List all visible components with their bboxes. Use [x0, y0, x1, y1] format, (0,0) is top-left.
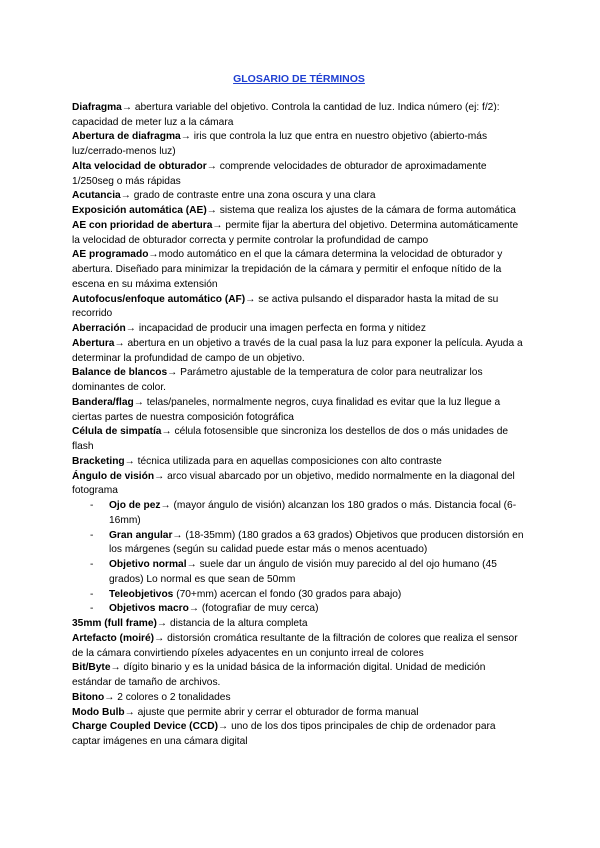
entry-term: Autofocus/enfoque automático (AF): [72, 293, 246, 305]
entry-term: Diafragma: [72, 101, 122, 113]
glossary-entry: [72, 293, 526, 323]
entry-term: Bitono: [72, 691, 105, 703]
glossary-entry: [72, 396, 526, 426]
entry-term: Célula de simpatía: [72, 426, 162, 438]
glossary-entry: [72, 204, 526, 219]
glossary-entry: [72, 661, 526, 691]
glossary-entry: [72, 720, 526, 750]
glossary-entry: [72, 632, 526, 662]
entry-term: Teleobjetivos: [109, 588, 174, 600]
glossary-page: [72, 72, 526, 750]
entry-term: Ojo de pez: [109, 500, 161, 511]
glossary-entry: [72, 706, 526, 721]
entry-definition: → uno de los dos tipos principales de chip de ordenador para captar imágenes en una cámara digital: [72, 721, 496, 747]
glossary-entry: [72, 160, 526, 190]
entry-definition: → suele dar un ángulo de visión muy parecido al del ojo humano (45 grados) Lo normal es que sean de 50mm: [109, 559, 497, 585]
glossary-entry: [72, 691, 526, 706]
entry-term: Gran angular: [109, 529, 173, 541]
entry-definition: → abertura en un objetivo a través de la cual pasa la luz para exponer la película. Ayuda a determinar la profundidad de campo de un objetivo.: [72, 337, 523, 364]
list-item: [72, 588, 526, 603]
dash-bullet: -: [90, 588, 94, 600]
entry-definition: → distorsión cromática resultante de la filtración de colores que realiza el sensor de la cámara convirtiendo píxeles adyacentes en un conjunto irreal de colores: [72, 632, 518, 659]
entry-definition: → sistema que realiza los ajustes de la cámara de forma automática: [206, 205, 516, 216]
entry-term: Bracketing: [72, 455, 125, 467]
glossary-entry: [72, 455, 526, 470]
dash-bullet: -: [90, 559, 94, 570]
entry-definition: → permite fijar la abertura del objetivo. Determina automáticamente la velocidad de obturador correcta y permite controlar la profundidad de campo: [72, 219, 519, 246]
entry-definition: → iris que controla la luz que entra en nuestro objetivo (abierto-más luz/cerrado-menos luz): [72, 131, 488, 157]
entry-term: Modo Bulb: [72, 706, 125, 718]
entry-term: Abertura: [72, 337, 115, 349]
entry-term: Aberración: [72, 323, 126, 334]
entry-definition: →modo automático en el que la cámara determina la velocidad de obturador y abertura. Diseñado para minimizar la trepidación de la cámara y permitir el enfoque nítido de la escena en su máxima extensión: [72, 249, 503, 290]
entry-definition: → distancia de la altura completa: [156, 618, 308, 629]
dash-bullet: -: [90, 500, 94, 511]
page-title: GLOSARIO DE TÉRMINOS: [233, 73, 365, 85]
glossary-list-1: [72, 101, 526, 499]
entry-term: Alta velocidad de obturador: [72, 160, 207, 172]
list-item: [72, 529, 526, 559]
entry-term: Bit/Byte: [72, 662, 111, 674]
entry-definition: → célula fotosensible que sincroniza los destellos de dos o más unidades de flash: [72, 426, 509, 452]
glossary-entry: [72, 219, 526, 249]
entry-term: AE programado: [72, 249, 149, 261]
glossary-entry: [72, 130, 526, 160]
dash-bullet: -: [90, 529, 94, 541]
entry-term: Charge Coupled Device (CCD): [72, 721, 219, 733]
glossary-entry: [72, 337, 526, 367]
entry-term: Objetivos macro: [109, 603, 189, 615]
entry-definition: → (18-35mm) (180 grados a 63 grados) Objetivos que producen distorsión en los márgenes (según su calidad puede estar más o menos acentuado): [109, 529, 524, 556]
entry-definition: → (fotografiar de muy cerca): [188, 603, 319, 615]
glossary-entry: [72, 470, 526, 500]
entry-term: Abertura de diafragma: [72, 131, 181, 143]
list-item: [72, 602, 526, 617]
entry-definition: → se activa pulsando el disparador hasta la mitad de su recorrido: [72, 293, 499, 320]
entry-definition: → arco visual abarcado por un objetivo, medido normalmente en la diagonal del fotograma: [72, 470, 515, 497]
glossary-entry: [72, 617, 526, 632]
entry-term: AE con prioridad de abertura: [72, 219, 213, 231]
glossary-entry: [72, 366, 526, 396]
glossary-entry: [72, 248, 526, 292]
entry-term: Bandera/flag: [72, 396, 134, 408]
glossary-entry: [72, 101, 526, 131]
glossary-entry: [72, 425, 526, 455]
entry-term: Objetivo normal: [109, 559, 187, 570]
entry-definition: → grado de contraste entre una zona oscura y una clara: [120, 190, 376, 202]
dash-bullet: -: [90, 603, 94, 615]
entry-definition: → dígito binario y es la unidad básica de la información digital. Unidad de medición estándar de tamaño de archivos.: [72, 662, 486, 688]
entry-definition: → 2 colores o 2 tonalidades: [104, 691, 231, 703]
entry-definition: → telas/paneles, normalmente negros, cuya finalidad es evitar que la luz llegue a ciertas partes de nuestra composición fotográfica: [72, 396, 501, 423]
entry-definition: → abertura variable del objetivo. Controla la cantidad de luz. Indica número (ej: f/2): capacidad de meter luz a la cámara: [72, 101, 500, 128]
entry-definition: → (mayor ángulo de visión) alcanzan los 180 grados o más. Distancia focal (6-16mm): [109, 500, 517, 526]
entry-definition: → técnica utilizada para en aquellas composiciones con alto contraste: [124, 455, 442, 467]
entry-term: Exposición automática (AE): [72, 205, 207, 216]
entry-definition: → comprende velocidades de obturador de aproximadamente 1/250seg o más rápidas: [72, 160, 487, 187]
list-item: [72, 499, 526, 529]
entry-definition: (70+mm) acercan el fondo (30 grados para abajo): [173, 588, 402, 600]
entry-definition: → Parámetro ajustable de la temperatura de color para neutralizar los dominantes de color.: [72, 367, 483, 393]
glossary-entry: [72, 322, 526, 337]
entry-definition: → incapacidad de producir una imagen perfecta en forma y nitidez: [125, 323, 426, 334]
lens-types-list: [72, 499, 526, 617]
glossary-entry: [72, 189, 526, 204]
entry-definition: → ajuste que permite abrir y cerrar el obturador de forma manual: [124, 706, 419, 718]
entry-term: Artefacto (moiré): [72, 632, 155, 644]
entry-term: Acutancia: [72, 190, 121, 202]
list-item: [72, 558, 526, 588]
entry-term: Balance de blancos: [72, 367, 168, 379]
glossary-list-2: [72, 617, 526, 750]
entry-term: Ángulo de visión: [72, 470, 155, 482]
entry-term: 35mm (full frame): [72, 618, 157, 629]
